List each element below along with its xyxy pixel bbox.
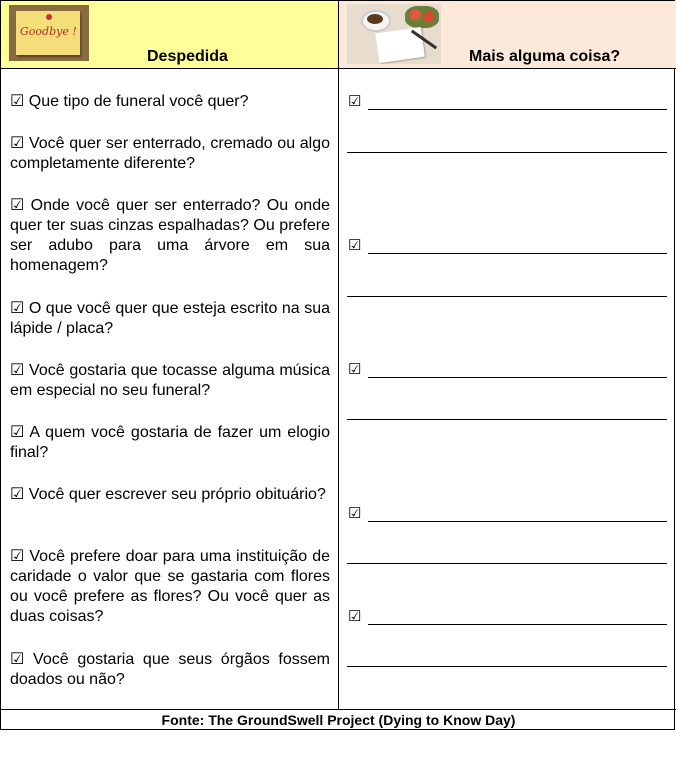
answer-line[interactable] [347,563,667,564]
answer-checkbox[interactable]: ☑ [348,505,362,522]
question-tombstone-text: ☑ O que você quer que esteja escrito na sua lápide / placa? [10,300,330,337]
question-eulogy: ☑ A quem você gostaria de fazer um elogio final? [10,424,330,461]
answer-line[interactable] [347,152,667,153]
question-flowers-charity: ☑ Você prefere doar para uma instituição de caridade o valor que se gastaria com flores ou você prefere as flores? Ou você quer as duas coisas? [10,548,330,625]
pin-icon [46,14,52,20]
question-burial-place: ☑ Onde você quer ser enterrado? Ou onde quer ter suas cinzas espalhadas? Ou prefere ser adubo para uma árvore em sua homenagem? [10,197,330,274]
sticky-note [16,11,80,55]
header-title-right: Mais alguma coisa? [469,48,621,65]
goodbye-note-image [9,5,89,61]
answer-line[interactable] [368,521,667,522]
flowers-icon [405,6,439,28]
answer-line[interactable] [347,296,667,297]
question-obituary: ☑ Você quer escrever seu próprio obituário? [10,486,326,503]
desk-paper-image [347,4,441,64]
answer-checkbox[interactable]: ☑ [348,237,362,254]
header-title-left: Despedida [147,48,228,65]
header-mais-alguma-coisa [339,1,676,69]
coffee-icon [367,14,383,24]
answer-checkbox[interactable]: ☑ [348,93,362,110]
answer-line[interactable] [368,109,667,110]
answer-line[interactable] [368,624,667,625]
answer-line[interactable] [368,377,667,378]
column-divider [338,69,339,709]
answer-line[interactable] [368,253,667,254]
question-funeral-type: ☑ Que tipo de funeral você quer? [10,93,249,110]
question-funeral-music: ☑ Você gostaria que tocasse alguma música em especial no seu funeral? [10,362,330,399]
header-despedida [1,1,339,69]
answer-checkbox[interactable]: ☑ [348,608,362,625]
answer-checkbox[interactable]: ☑ [348,361,362,378]
goodbye-note-text: Goodbye ! [20,25,77,38]
answer-line[interactable] [347,419,667,420]
source-footer: Fonte: The GroundSwell Project (Dying to Know Day) [1,709,676,731]
answer-line[interactable] [347,666,667,667]
question-organ-donation: ☑ Você gostaria que seus órgãos fossem doados ou não? [10,651,330,688]
question-burial-method: ☑ Você quer ser enterrado, cremado ou algo completamente diferente? [10,135,330,172]
